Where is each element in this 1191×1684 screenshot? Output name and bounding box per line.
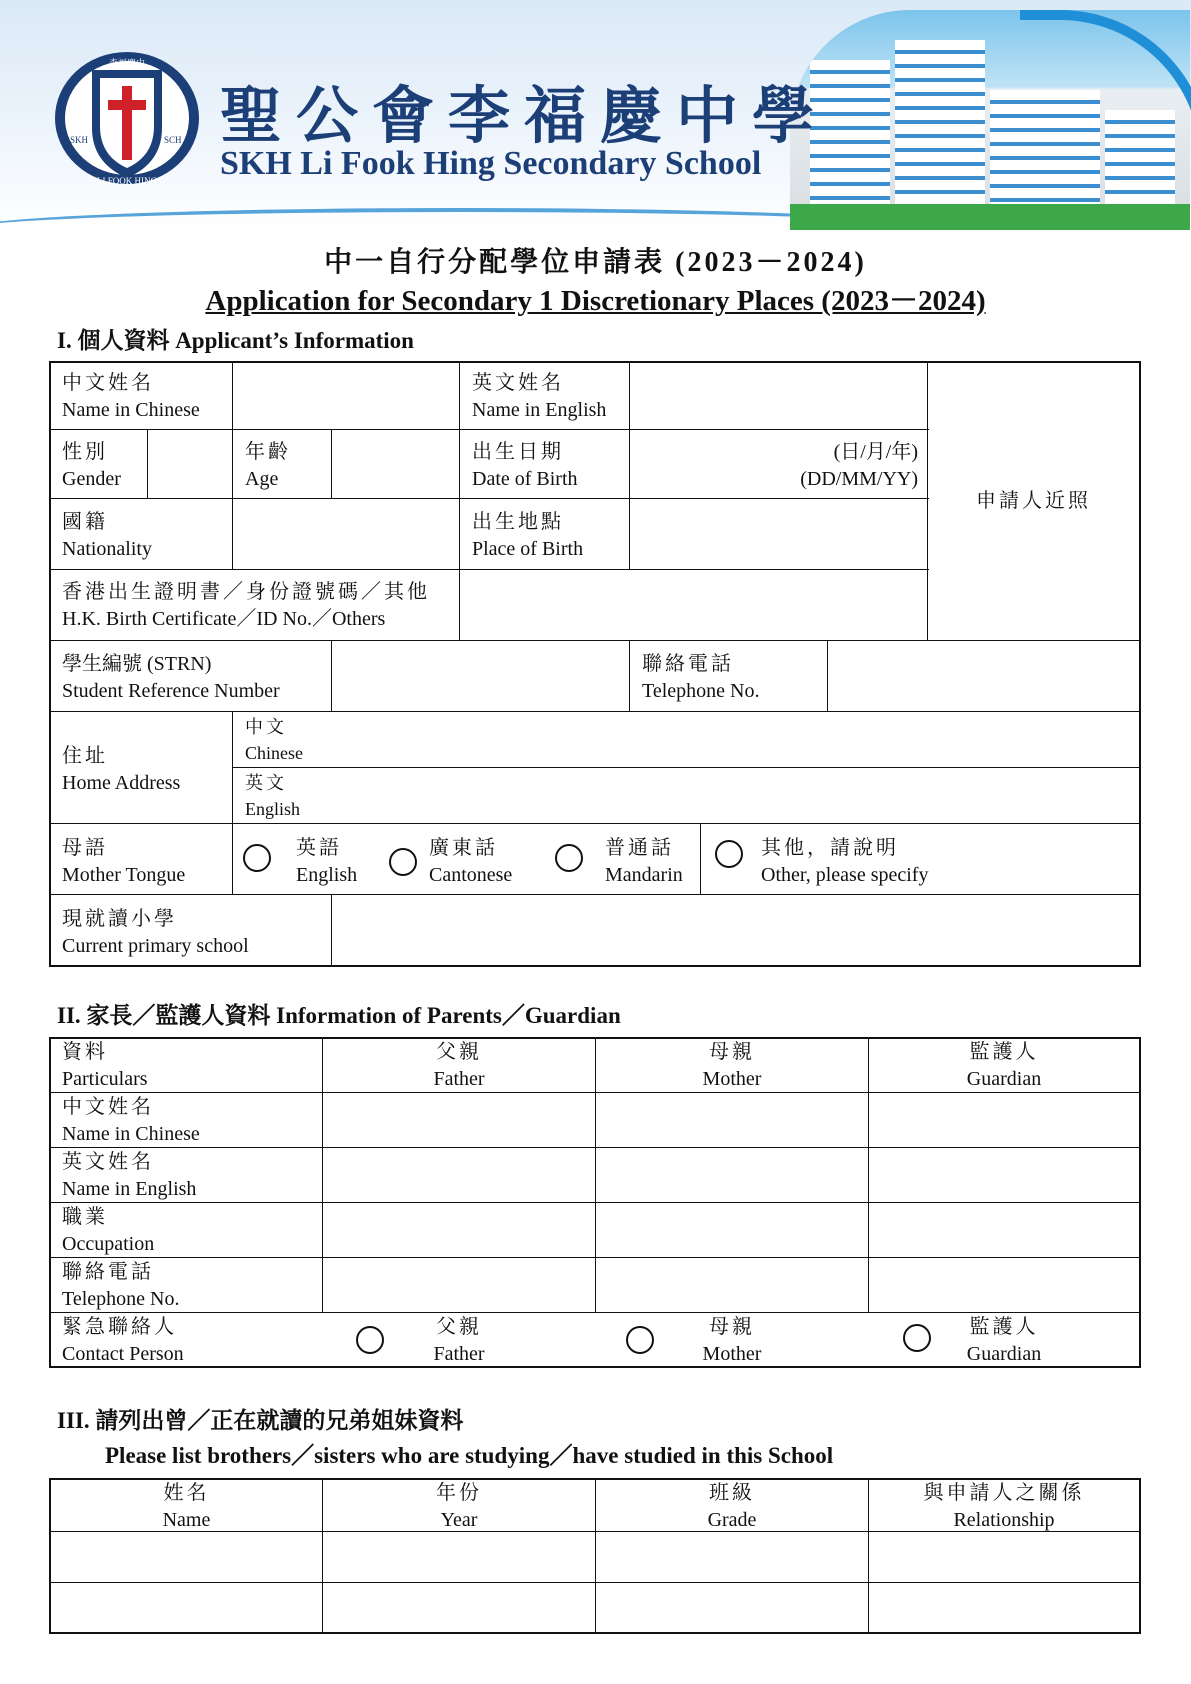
label-name-en-en: Name in English <box>472 399 607 421</box>
input-name-en[interactable] <box>632 362 926 428</box>
label-gender-en: Gender <box>62 468 121 490</box>
radio-mandarin[interactable] <box>555 844 583 872</box>
label-age-en: Age <box>245 468 279 490</box>
option-cantonese <box>429 835 512 889</box>
section3-heading-en: Please list brothers／sisters who are studying／have studied in this School <box>105 1443 834 1468</box>
option-cantonese-zh: 廣東話 <box>429 837 498 859</box>
input-tel[interactable] <box>829 642 1137 710</box>
sib-col-relationship-en: Relationship <box>953 1509 1055 1531</box>
label-id-zh: 香港出生證明書／身份證號碼／其他 <box>62 581 430 603</box>
row-contact-zh: 緊急聯絡人 <box>62 1316 177 1338</box>
radio-english[interactable] <box>243 844 271 872</box>
row-telephone-zh: 聯絡電話 <box>62 1261 154 1283</box>
school-name-zh: 聖公會李福慶中學 <box>220 79 829 152</box>
label-strn-zh: 學生編號 (STRN) <box>62 653 212 675</box>
section1-heading: I. 個人資料 Applicant’s Information <box>57 328 414 353</box>
option-english-zh: 英語 <box>296 837 342 859</box>
col-mother-en: Mother <box>702 1068 762 1090</box>
input-strn[interactable] <box>333 642 627 710</box>
label-name-zh <box>62 370 200 424</box>
address-english-zh: 英文 <box>245 773 287 793</box>
label-tel-zh: 聯絡電話 <box>642 653 734 675</box>
col-particulars <box>62 1039 148 1093</box>
dob-format-zh: (日/月/年) <box>833 441 918 463</box>
option-english-en: English <box>296 864 358 886</box>
label-tel-en: Telephone No. <box>642 680 760 702</box>
col-guardian-zh: 監護人 <box>969 1041 1039 1063</box>
form-title-zh: 中一自行分配學位申請表 (2023－2024) <box>324 247 867 278</box>
sib-col-name-zh: 姓名 <box>163 1482 210 1504</box>
label-primary-school <box>62 906 249 960</box>
contact-father-zh: 父親 <box>436 1316 482 1338</box>
label-name-en-zh: 英文姓名 <box>472 372 564 394</box>
option-mandarin <box>605 835 683 889</box>
col-particulars-zh: 資料 <box>62 1041 108 1063</box>
section2-heading: II. 家長／監護人資料 Information of Parents／Guardian <box>57 1003 621 1028</box>
label-gender <box>62 439 121 493</box>
input-age[interactable] <box>333 431 457 497</box>
contact-guardian <box>869 1314 1139 1368</box>
label-pob <box>472 509 583 563</box>
input-dob[interactable] <box>632 439 918 493</box>
label-name-zh-en: Name in Chinese <box>62 399 200 421</box>
label-gender-zh: 性別 <box>62 441 108 463</box>
contact-father <box>323 1314 595 1368</box>
label-nationality <box>62 509 152 563</box>
sibling-row-2[interactable] <box>51 1584 1139 1631</box>
logo-text-left: SKH <box>70 135 89 145</box>
contact-guardian-zh: 監護人 <box>969 1316 1039 1338</box>
label-name-en <box>472 370 606 424</box>
label-id <box>62 579 430 633</box>
contact-mother-zh: 母親 <box>709 1316 755 1338</box>
sib-col-grade <box>596 1480 868 1534</box>
form-title-en: Application for Secondary 1 Discretionary Places (2023－2024) <box>205 285 986 317</box>
option-other-en: Other, please specify <box>761 864 929 886</box>
col-father-en: Father <box>433 1068 485 1090</box>
label-nationality-zh: 國籍 <box>62 511 108 533</box>
label-primary-zh: 現就讀小學 <box>62 908 177 930</box>
col-father <box>323 1039 595 1093</box>
row-name-en-zh: 英文姓名 <box>62 1151 154 1173</box>
logo-text-bottom: LI FOOK HING <box>97 176 157 186</box>
row-telephone-en: Telephone No. <box>62 1288 180 1310</box>
option-cantonese-en: Cantonese <box>429 864 513 886</box>
label-mother-tongue-zh: 母語 <box>62 837 108 859</box>
photo-box-label: 申請人近照 <box>976 490 1091 512</box>
row-occupation <box>62 1204 154 1258</box>
dob-format-en: (DD/MM/YY) <box>800 468 918 490</box>
row-name-en <box>62 1149 196 1203</box>
sib-col-year-zh: 年份 <box>436 1482 482 1504</box>
label-address <box>62 743 180 797</box>
address-english-line[interactable] <box>245 770 300 822</box>
label-dob-zh: 出生日期 <box>472 441 564 463</box>
col-guardian <box>869 1039 1139 1093</box>
address-chinese-en: Chinese <box>245 743 303 763</box>
radio-cantonese[interactable] <box>389 848 417 876</box>
input-name-zh[interactable] <box>245 362 457 428</box>
row-occupation-en: Occupation <box>62 1233 155 1255</box>
row-occupation-zh: 職業 <box>62 1206 108 1228</box>
address-english-en: English <box>245 799 301 819</box>
row-telephone <box>62 1259 179 1313</box>
sib-col-relationship-zh: 與申請人之關係 <box>923 1482 1085 1504</box>
row-name-zh-zh: 中文姓名 <box>62 1096 154 1118</box>
sib-col-year <box>323 1480 595 1534</box>
input-id[interactable] <box>461 571 926 639</box>
col-father-zh: 父親 <box>436 1041 482 1063</box>
col-mother <box>596 1039 868 1093</box>
contact-father-en: Father <box>433 1343 485 1365</box>
label-pob-en: Place of Birth <box>472 538 584 560</box>
option-other-zh: 其他，請說明 <box>761 837 899 859</box>
label-address-zh: 住址 <box>62 745 108 767</box>
label-strn <box>62 651 280 705</box>
sib-col-grade-en: Grade <box>707 1509 757 1531</box>
label-strn-en: Student Reference Number <box>62 680 280 702</box>
col-mother-zh: 母親 <box>709 1041 755 1063</box>
contact-guardian-en: Guardian <box>966 1343 1042 1365</box>
school-name-en: SKH Li Fook Hing Secondary School <box>220 145 762 182</box>
option-other <box>761 835 928 889</box>
logo-text-top: 李福慶中 <box>108 58 146 68</box>
label-mother-tongue <box>62 835 185 889</box>
header-banner <box>0 0 1191 230</box>
input-pob[interactable] <box>632 500 926 568</box>
sib-col-grade-zh: 班級 <box>709 1482 755 1504</box>
label-primary-en: Current primary school <box>62 935 249 957</box>
row-name-zh <box>62 1094 200 1148</box>
address-chinese-zh: 中文 <box>245 717 287 737</box>
row-contact-en: Contact Person <box>62 1343 184 1365</box>
option-english <box>296 835 357 889</box>
option-mandarin-zh: 普通話 <box>605 837 674 859</box>
col-particulars-en: Particulars <box>62 1068 148 1090</box>
school-crest-logo <box>52 48 202 188</box>
sib-col-year-en: Year <box>440 1509 478 1531</box>
label-name-zh-zh: 中文姓名 <box>62 372 154 394</box>
label-dob-en: Date of Birth <box>472 468 578 490</box>
option-mandarin-en: Mandarin <box>605 864 683 886</box>
sibling-row-1[interactable] <box>51 1533 1139 1581</box>
label-pob-zh: 出生地點 <box>472 511 564 533</box>
sib-col-relationship <box>869 1480 1139 1534</box>
input-nationality[interactable] <box>234 500 457 568</box>
label-dob <box>472 439 578 493</box>
row-contact-person <box>62 1314 184 1368</box>
row-name-en-en: Name in English <box>62 1178 197 1200</box>
contact-mother <box>596 1314 868 1368</box>
label-tel <box>642 651 759 705</box>
row-name-zh-en: Name in Chinese <box>62 1123 200 1145</box>
col-guardian-en: Guardian <box>966 1068 1042 1090</box>
input-primary-school[interactable] <box>333 896 1137 964</box>
label-nationality-en: Nationality <box>62 538 152 560</box>
radio-other[interactable] <box>715 840 743 868</box>
section3-heading-zh: III. 請列出曾／正在就讀的兄弟姐妹資料 <box>57 1408 464 1433</box>
sib-col-name <box>51 1480 322 1534</box>
label-mother-tongue-en: Mother Tongue <box>62 864 186 886</box>
label-address-en: Home Address <box>62 772 181 794</box>
contact-mother-en: Mother <box>702 1343 762 1365</box>
label-age <box>245 439 291 493</box>
logo-text-right: SCH <box>164 135 182 145</box>
input-gender[interactable] <box>149 431 231 497</box>
label-id-en: H.K. Birth Certificate／ID No.／Others <box>62 608 386 630</box>
sib-col-name-en: Name <box>162 1509 211 1531</box>
label-age-zh: 年齡 <box>245 441 291 463</box>
address-chinese-line[interactable] <box>245 714 303 766</box>
